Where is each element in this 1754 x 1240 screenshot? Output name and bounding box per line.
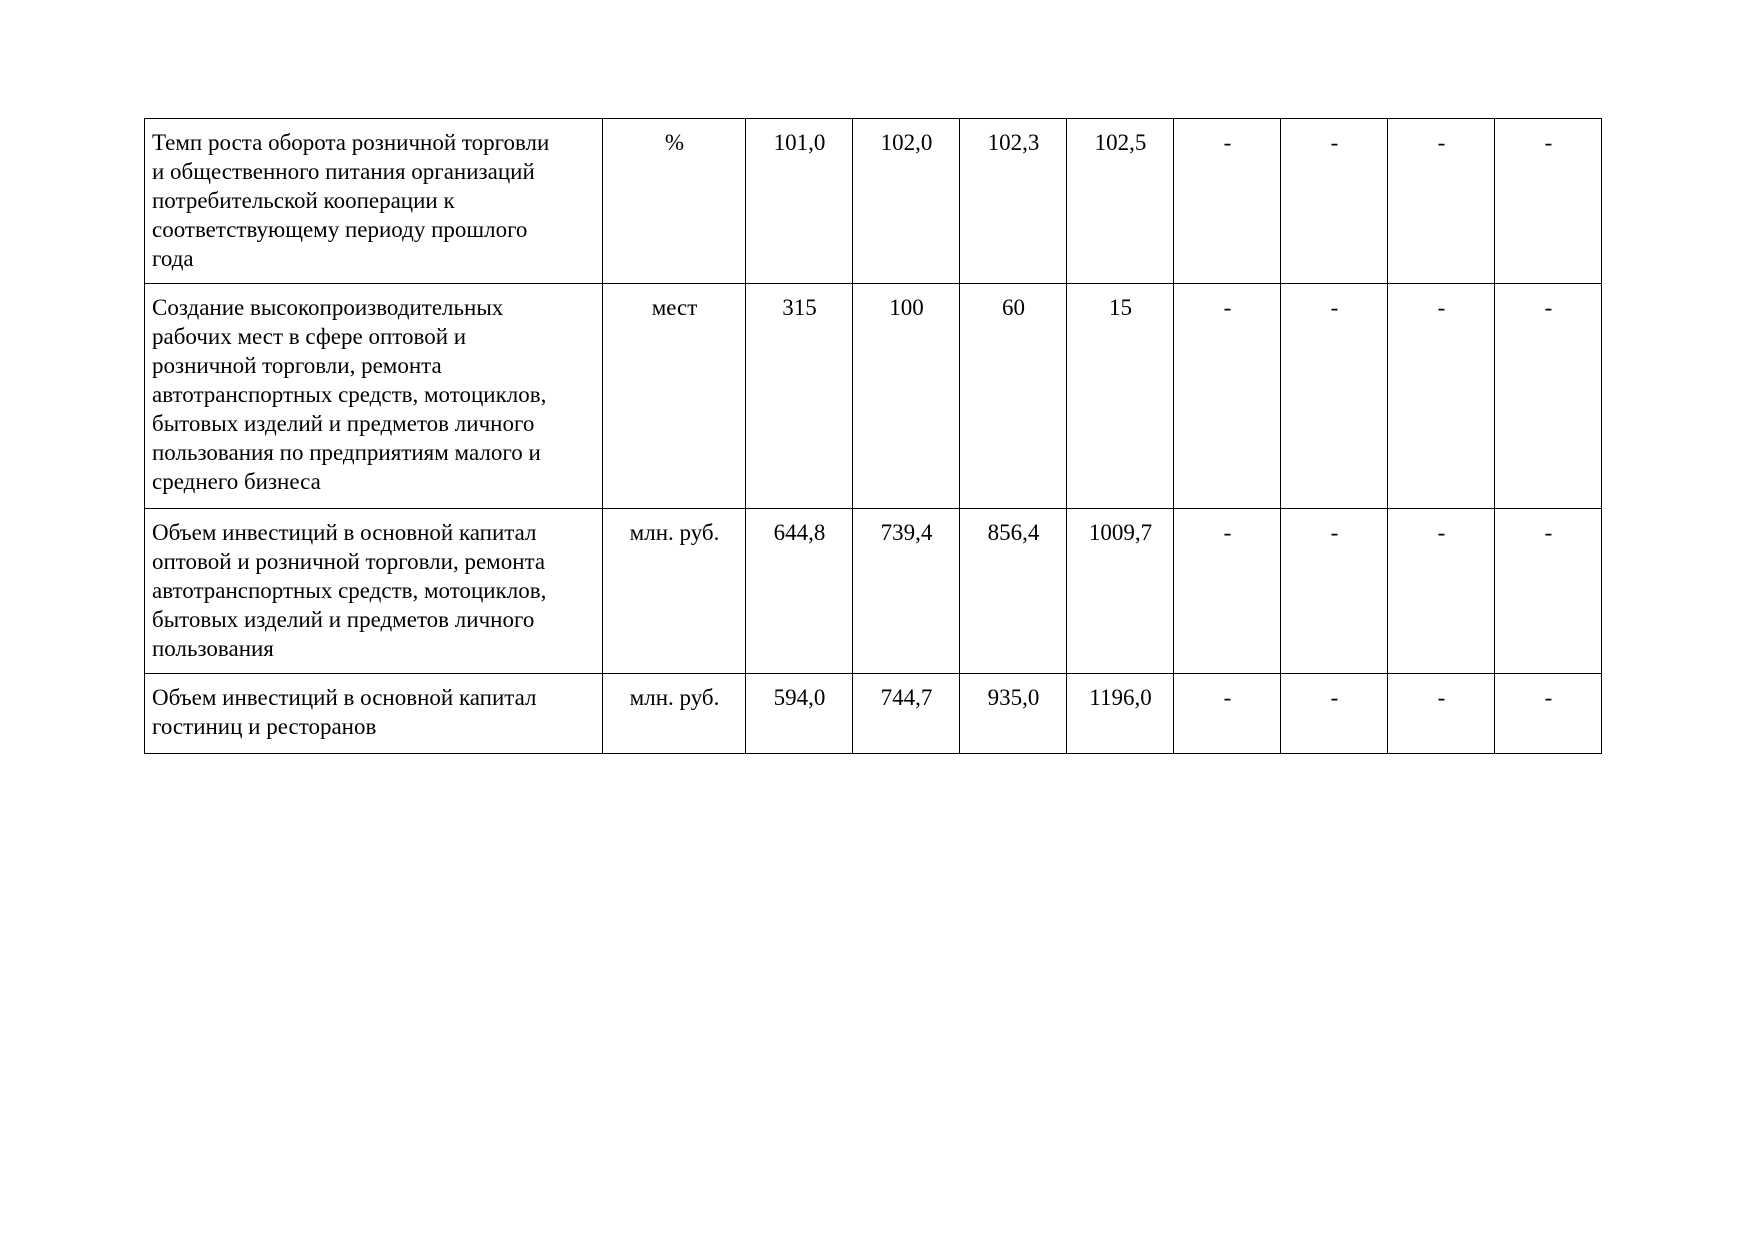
value-cell: - [1281, 674, 1388, 754]
indicator-name-cell [145, 119, 603, 284]
value-cell: - [1495, 674, 1602, 754]
unit-cell: % [603, 119, 746, 284]
unit-cell: млн. руб. [603, 674, 746, 754]
value-cell: - [1388, 284, 1495, 509]
value-cell: 60 [960, 284, 1067, 509]
value-cell: 1009,7 [1067, 509, 1174, 674]
indicator-name-line: Создание высокопроизводительных [152, 295, 504, 320]
indicator-name-line: рабочих мест в сфере оптовой и [152, 324, 467, 349]
value-cell: 315 [746, 284, 853, 509]
indicator-name-line: бытовых изделий и предметов личного [152, 607, 535, 632]
value-cell: 594,0 [746, 674, 853, 754]
value-cell: 102,5 [1067, 119, 1174, 284]
value-cell: 744,7 [853, 674, 960, 754]
value-cell: 101,0 [746, 119, 853, 284]
indicator-name-line: и общественного питания организаций [152, 159, 535, 184]
indicator-name-line: розничной торговли, ремонта [152, 353, 442, 378]
indicator-name-line: Объем инвестиций в основной капитал [152, 685, 537, 710]
value-cell: 100 [853, 284, 960, 509]
value-cell: - [1174, 284, 1281, 509]
indicator-name-line: потребительской кооперации к [152, 188, 455, 213]
indicator-name-cell [145, 284, 603, 509]
indicator-name-line: бытовых изделий и предметов личного [152, 411, 535, 436]
value-cell: 644,8 [746, 509, 853, 674]
unit-cell: млн. руб. [603, 509, 746, 674]
indicator-name-line: Объем инвестиций в основной капитал [152, 520, 537, 545]
unit-cell: мест [603, 284, 746, 509]
value-cell: 1196,0 [1067, 674, 1174, 754]
table-row [145, 509, 1602, 674]
indicator-name-line: пользования по предприятиям малого и [152, 440, 541, 465]
indicator-name-line: года [152, 246, 194, 271]
table-row [145, 119, 1602, 284]
value-cell: - [1174, 509, 1281, 674]
value-cell: - [1495, 119, 1602, 284]
value-cell: - [1495, 509, 1602, 674]
indicator-name-line: среднего бизнеса [152, 469, 321, 494]
value-cell: - [1281, 509, 1388, 674]
indicator-name-cell [145, 674, 603, 754]
indicators-table [144, 118, 1602, 754]
value-cell: 102,3 [960, 119, 1067, 284]
value-cell: 856,4 [960, 509, 1067, 674]
table-row [145, 674, 1602, 754]
indicator-name-line: пользования [152, 636, 274, 661]
value-cell: - [1174, 674, 1281, 754]
indicator-name-line: оптовой и розничной торговли, ремонта [152, 549, 546, 574]
value-cell: 935,0 [960, 674, 1067, 754]
value-cell: - [1388, 509, 1495, 674]
indicator-name-line: автотранспортных средств, мотоциклов, [152, 382, 547, 407]
value-cell: - [1388, 674, 1495, 754]
table-row [145, 284, 1602, 509]
value-cell: - [1281, 119, 1388, 284]
value-cell: - [1281, 284, 1388, 509]
value-cell: - [1388, 119, 1495, 284]
indicator-name-line: гостиниц и ресторанов [152, 714, 377, 739]
indicator-name-line: Темп роста оборота розничной торговли [152, 130, 550, 155]
indicator-name-line: автотранспортных средств, мотоциклов, [152, 578, 547, 603]
value-cell: 15 [1067, 284, 1174, 509]
value-cell: - [1495, 284, 1602, 509]
value-cell: 102,0 [853, 119, 960, 284]
indicator-name-line: соответствующему периоду прошлого [152, 217, 528, 242]
indicator-name-cell [145, 509, 603, 674]
value-cell: 739,4 [853, 509, 960, 674]
value-cell: - [1174, 119, 1281, 284]
